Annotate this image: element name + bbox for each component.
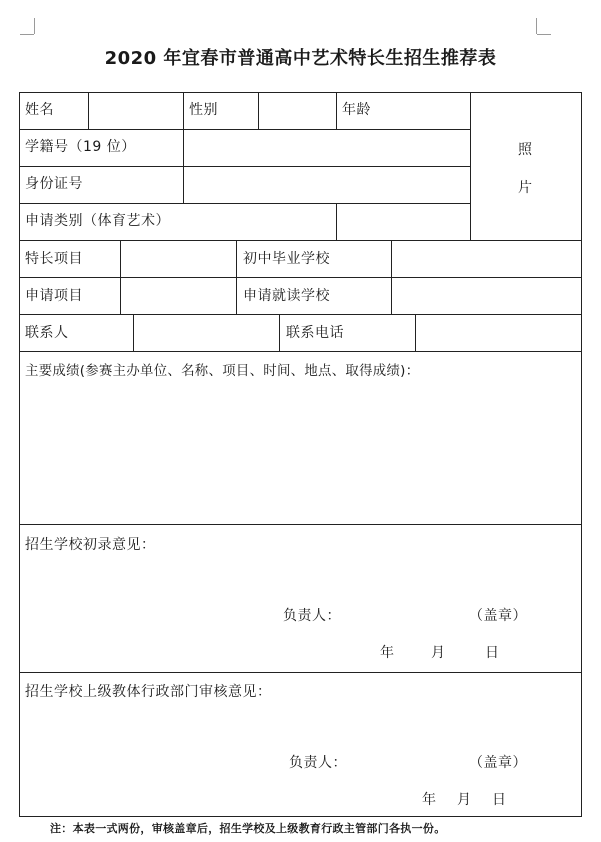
dept-year-label: 年: [422, 792, 437, 808]
col-line: [120, 240, 121, 314]
row-line: [19, 314, 582, 315]
row-line: [19, 129, 470, 130]
category-label: 申请类别（体育艺术）: [25, 213, 170, 229]
col-line: [183, 92, 184, 129]
age-label: 年龄: [342, 102, 371, 118]
apply-school-label: 申请就读学校: [243, 288, 330, 304]
school-opinion-label: 招生学校初录意见：: [25, 537, 156, 553]
name-label: 姓名: [25, 102, 54, 118]
id-card-label: 身份证号: [25, 176, 83, 192]
school-year-label: 年: [380, 645, 395, 661]
row-line: [19, 203, 470, 204]
col-line: [88, 92, 89, 129]
col-line: [258, 92, 259, 129]
achievements-label: 主要成绩(参赛主办单位、名称、项目、时间、地点、取得成绩)：: [25, 364, 420, 379]
table-border-bottom: [19, 816, 582, 817]
gender-label: 性别: [189, 102, 218, 118]
dept-day-label: 日: [492, 792, 507, 808]
dept-seal-label: （盖章）: [469, 755, 527, 771]
form-title: 2020 年宜春市普通高中艺术特长生招生推荐表: [104, 48, 497, 69]
table-border-right: [581, 92, 582, 817]
dept-month-label: 月: [457, 792, 472, 808]
dept-opinion-label: 招生学校上级教体行政部门审核意见：: [25, 684, 272, 700]
row-line: [19, 277, 582, 278]
phone-label: 联系电话: [286, 325, 344, 341]
photo-label: 照: [518, 142, 532, 158]
photo-box[interactable]: [470, 93, 581, 239]
footnote: 注：本表一式两份，审核盖章后，招生学校及上级教育行政主管部门各执一份。: [50, 822, 446, 835]
col-line: [336, 203, 337, 240]
col-line: [279, 314, 280, 351]
student-id-label: 学籍号（19 位）: [25, 139, 136, 155]
school-seal-label: （盖章）: [469, 608, 527, 624]
apply-item-label: 申请项目: [25, 288, 83, 304]
table-border-left: [19, 92, 20, 817]
contact-label: 联系人: [25, 325, 69, 341]
middle-school-label: 初中毕业学校: [243, 251, 330, 267]
row-line: [19, 524, 582, 525]
dept-person-label: 负责人：: [289, 755, 347, 771]
school-day-label: 日: [485, 645, 500, 661]
row-line: [19, 672, 582, 673]
col-line: [415, 314, 416, 351]
specialty-label: 特长项目: [25, 251, 83, 267]
row-line: [19, 240, 582, 241]
col-line: [133, 314, 134, 351]
col-line: [183, 129, 184, 203]
row-line: [19, 351, 582, 352]
col-line: [336, 92, 337, 129]
col-line: [391, 240, 392, 314]
row-line: [19, 166, 470, 167]
photo-label: 片: [518, 180, 532, 196]
col-line: [236, 240, 237, 314]
school-person-label: 负责人：: [283, 608, 341, 624]
school-month-label: 月: [431, 645, 446, 661]
